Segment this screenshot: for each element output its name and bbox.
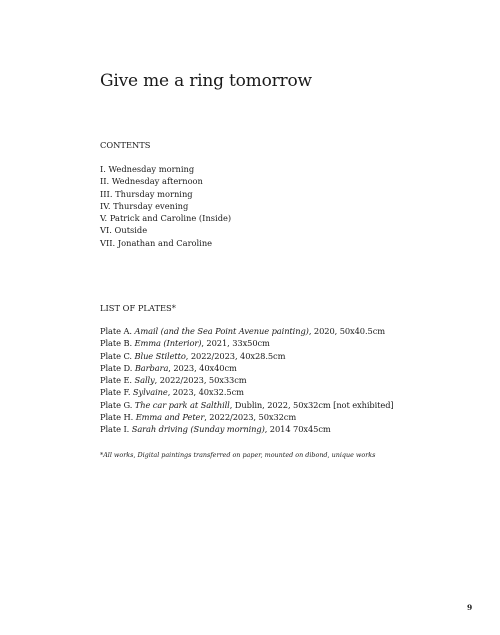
plate-label: Plate F. [100, 387, 131, 398]
plate-details: , 2022/2023, 40x28.5cm [185, 350, 286, 361]
plate-item [100, 337, 394, 349]
contents-item: IV. Thursday evening [100, 200, 189, 211]
plate-label: Plate G. [100, 399, 133, 410]
contents-item: I. Wednesday morning [100, 164, 195, 174]
plates-footnote: *All works, Digital paintings transferred on paper, mounted on dibond, unique works [100, 451, 376, 459]
plate-title: Blue Stiletto [134, 350, 186, 361]
contents-heading: CONTENTS [100, 140, 151, 150]
plate-item [100, 386, 394, 398]
page-title: Give me a ring tomorrow [100, 71, 312, 91]
plate-label: Plate D. [100, 362, 133, 373]
plate-title: Emma and Peter [135, 412, 205, 423]
plate-item [100, 411, 394, 423]
plate-title: Sylvaine [132, 387, 168, 398]
plate-label: Plate I. [100, 424, 130, 435]
page-number: 9 [467, 603, 473, 612]
contents-item: VI. Outside [100, 225, 148, 236]
plate-title: Sally [134, 375, 155, 386]
plate-label: Plate H. [100, 412, 134, 423]
plate-title: Sarah driving (Sunday morning) [131, 424, 265, 435]
plate-item [100, 350, 394, 362]
plate-details: , 2014 70x45cm [264, 424, 331, 435]
plate-title: Emma (Interior) [134, 338, 202, 349]
plate-item [100, 374, 394, 386]
plate-title: Amail (and the Sea Point Avenue painting) [134, 326, 309, 336]
plate-label: Plate B. [100, 338, 132, 349]
contents-item: III. Thursday morning [100, 188, 193, 199]
plate-label: Plate C. [100, 350, 132, 361]
plate-details: , 2023, 40x32.5cm [167, 387, 244, 398]
plate-details: , 2022/2023, 50x33cm [154, 375, 247, 386]
plates-heading: LIST OF PLATES* [100, 303, 176, 313]
plate-title: The car park at Salthill [134, 399, 230, 410]
plate-item [100, 399, 394, 411]
plate-item [100, 423, 394, 435]
plate-label: Plate E. [100, 375, 132, 386]
plate-details: , 2022/2023, 50x32cm [204, 412, 297, 423]
plate-item [100, 325, 394, 337]
plate-item [100, 362, 394, 374]
contents-item: VII. Jonathan and Caroline [100, 237, 213, 248]
plate-details: , 2020, 50x40.5cm [308, 326, 386, 336]
plate-details: , 2023, 40x40cm [168, 362, 237, 373]
plates-list [100, 325, 394, 436]
plate-label: Plate A. [100, 326, 132, 336]
plate-details: , 2021, 33x50cm [201, 338, 270, 349]
contents-list [100, 163, 231, 249]
plate-details: , Dublin, 2022, 50x32cm [not exhibited] [229, 399, 394, 410]
contents-item: V. Patrick and Caroline (Inside) [100, 213, 232, 224]
contents-item: II. Wednesday afternoon [100, 176, 203, 187]
plate-title: Barbara [134, 362, 169, 373]
